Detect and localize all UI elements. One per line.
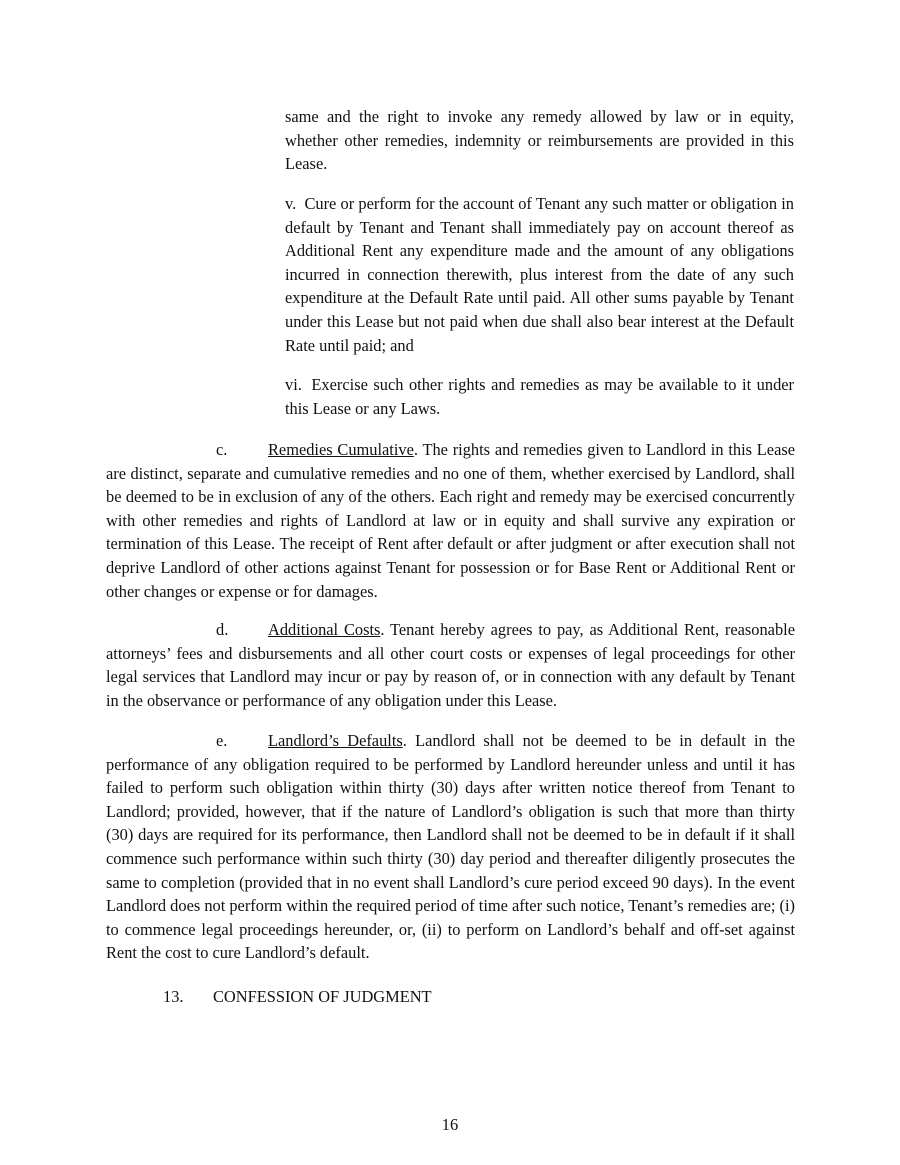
section-c-text: . The rights and remedies given to Landlord in this Lease are distinct, separate and cumulative remedies and no one of them, whether exercised by Landlord, shall be deemed to be in exclusion of any of the others. Each right and remedy may be exercised concurrently with other remedies and rights of Landlord at law or in equity and shall survive any expiration or termination of this Lease. The receipt of Rent after default or after judgment or after execution shall not deprive Landlord of other actions against Tenant for possession or for Base Rent or Additional Rent or other changes or expense or for damages. (106, 440, 795, 601)
section-e-text: . Landlord shall not be deemed to be in default in the performance of any obligation required to be performed by Landlord hereunder unless and until it has failed to perform such obligation within thirty (30) days after written notice thereof from Tenant to Landlord; provided, however, that if the nature of Landlord’s obligation is such that more than thirty (30) days are required for its performance, then Landlord shall not be deemed to be in default if it shall commence such performance within such thirty (30) day period and thereafter diligently prosecutes the same to completion (provided that in no event shall Landlord’s cure period exceed 90 days). In the event Landlord does not perform within the required period of time after such notice, Tenant’s remedies are; (i) to commence legal proceedings hereunder, or, (ii) to perform on Landlord’s behalf and off-set against Rent the cost to cure Landlord’s default. (106, 731, 795, 963)
section-d-marker: d. (216, 620, 229, 639)
item-v-paragraph (285, 192, 794, 357)
section-d-paragraph (106, 618, 795, 712)
section-e-heading: Landlord’s Defaults (268, 731, 403, 750)
section-13-heading (163, 985, 432, 1009)
section-e-paragraph (106, 729, 795, 965)
section-d-heading: Additional Costs (268, 620, 381, 639)
continuation-paragraph: same and the right to invoke any remedy allowed by law or in equity, whether other remedies, indemnity or reimbursements are provided in this Lease. (285, 107, 794, 174)
section-c-paragraph (106, 438, 795, 603)
item-vi-paragraph (285, 373, 794, 420)
item-vi-label: vi. (285, 375, 302, 394)
section-d-text: . Tenant hereby agrees to pay, as Additional Rent, reasonable attorneys’ fees and disbursements and all other court costs or expenses of legal proceedings for other legal services that Landlord may incur or pay by reason of, or in connection with any default by Tenant in the observance or performance of any obligation under this Lease. (106, 620, 795, 710)
item-v-label: v. (285, 194, 297, 213)
item-v-text: Cure or perform for the account of Tenant any such matter or obligation in default by Tenant and Tenant shall immediately pay on account thereof as Additional Rent any expenditure made and the amount of any obligations incurred in connection therewith, plus interest from the date of any such expenditure at the Default Rate until paid. All other sums payable by Tenant under this Lease but not paid when due shall also bear interest at the Default Rate until paid; and (285, 194, 794, 355)
section-c-heading: Remedies Cumulative (268, 440, 414, 459)
section-c-marker: c. (216, 440, 228, 459)
section-13-number: 13. (163, 987, 184, 1006)
section-e-marker: e. (216, 731, 228, 750)
item-vi-text: Exercise such other rights and remedies as may be available to it under this Lease or any Laws. (285, 375, 794, 418)
page-number: 16 (441, 1115, 459, 1134)
section-13-title: CONFESSION OF JUDGMENT (213, 987, 432, 1006)
